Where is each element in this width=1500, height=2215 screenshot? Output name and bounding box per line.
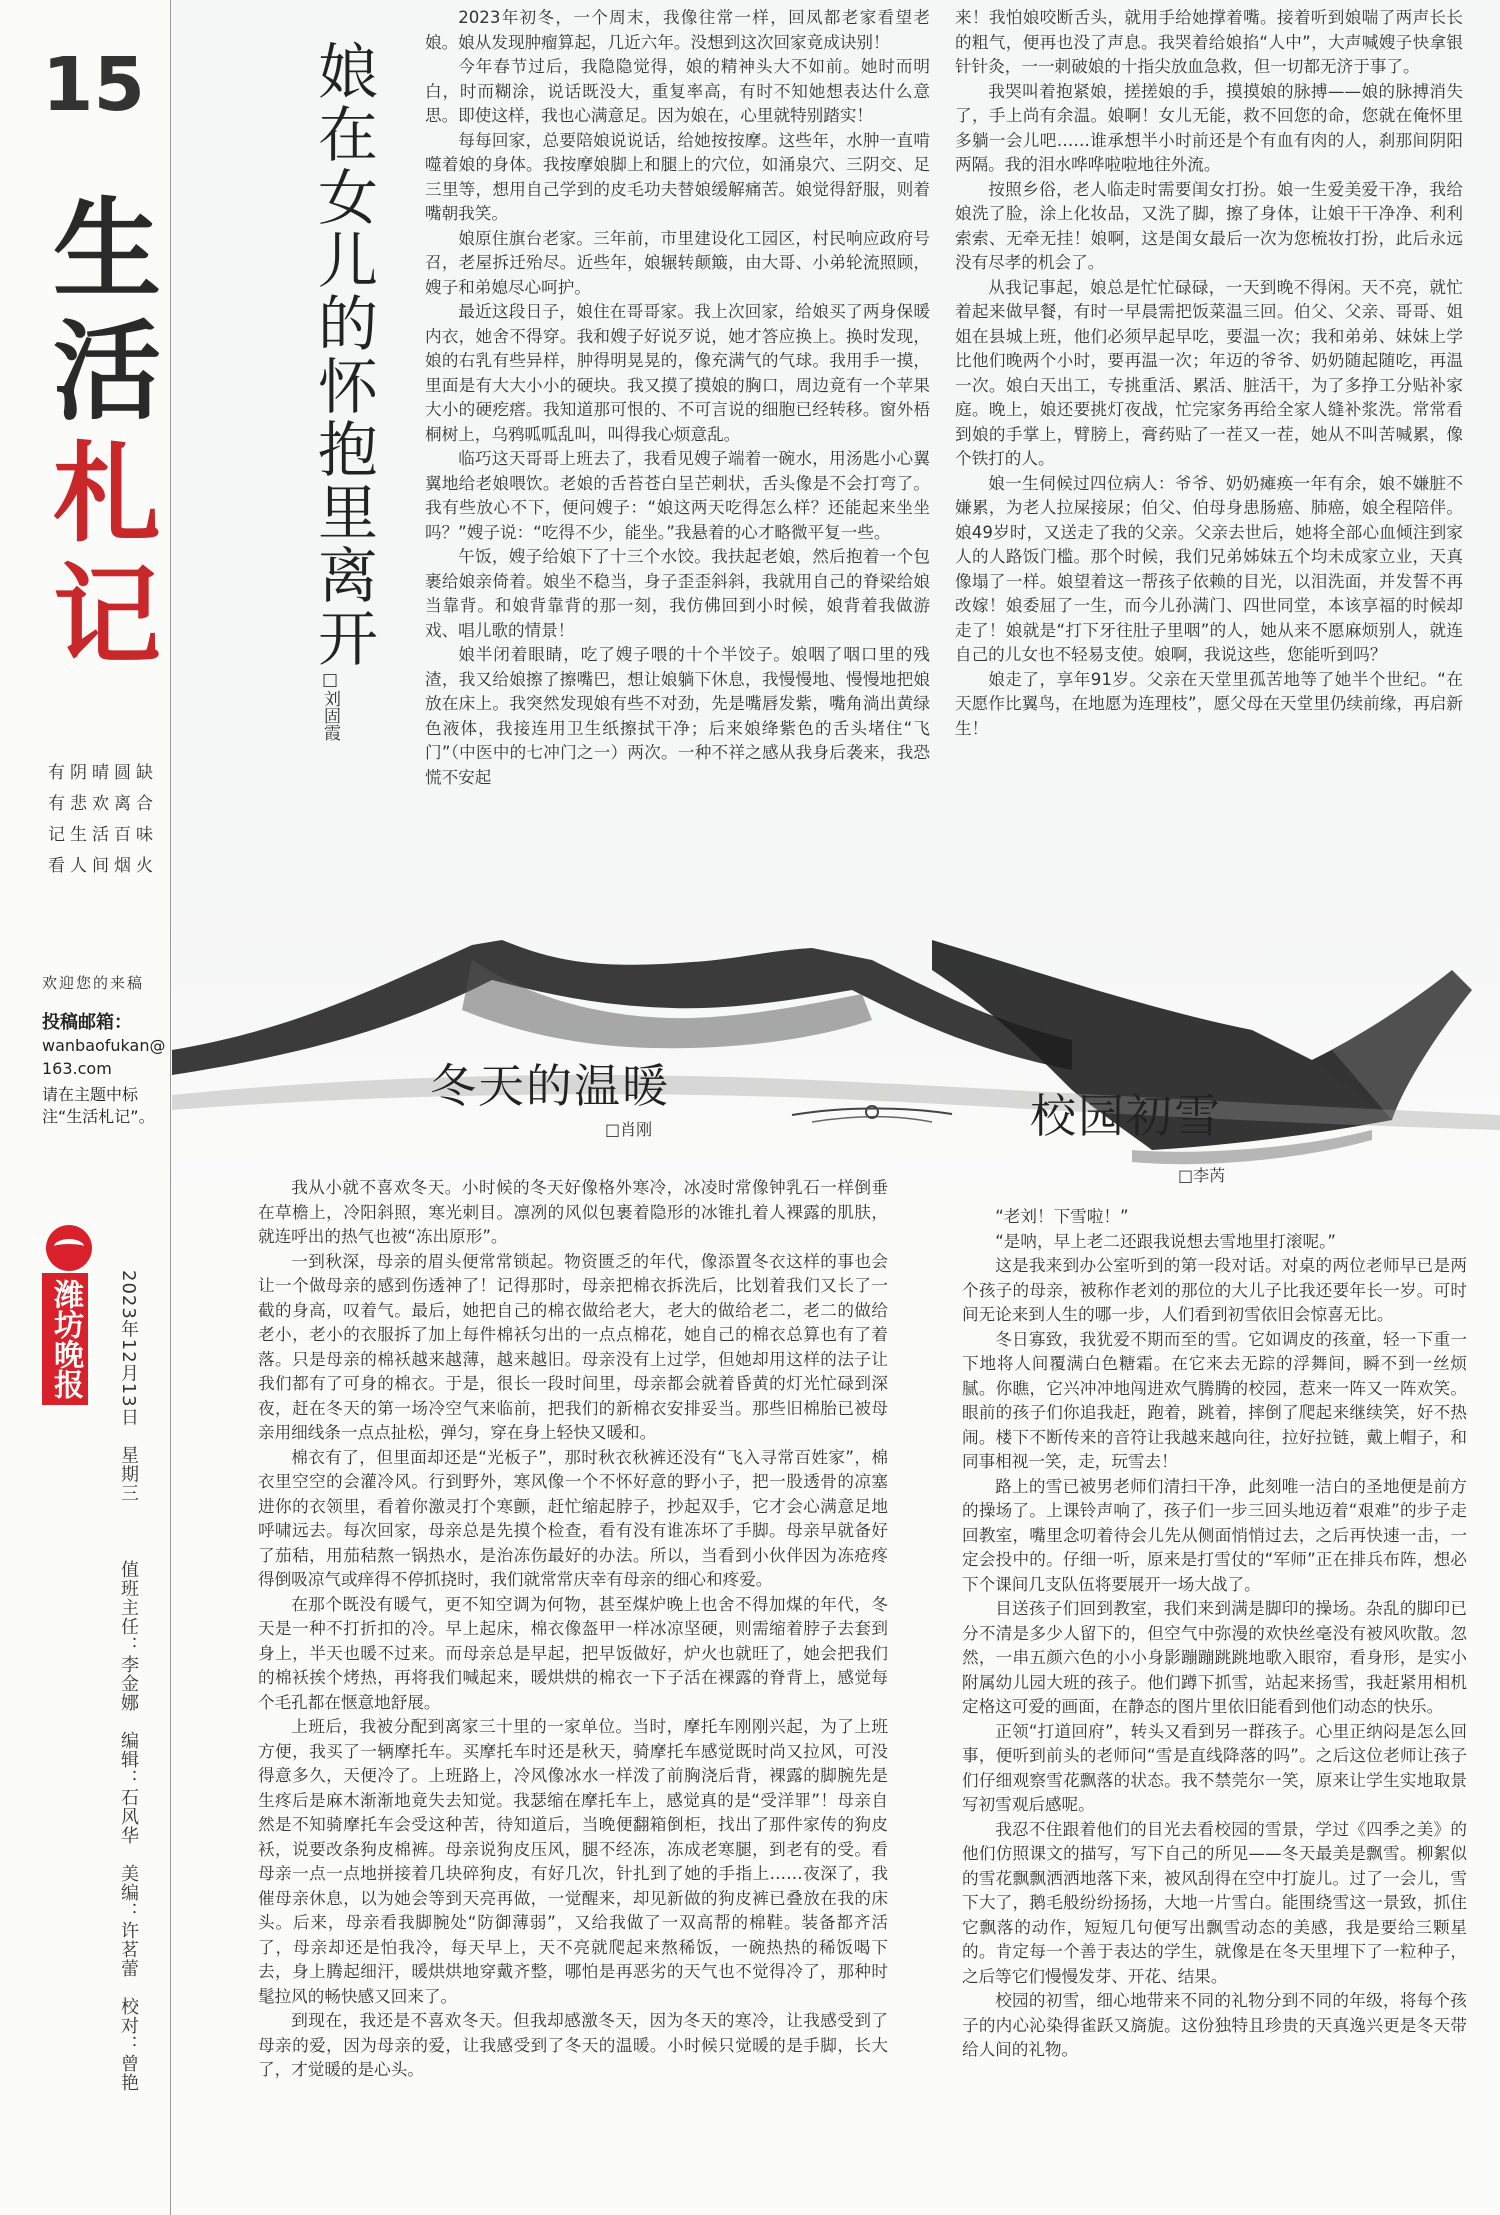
paragraph: 路上的雪已被男老师们清扫干净，此刻唯一洁白的圣地便是前方的操场了。上课铃声响了，孩子们一步三回头地迈着“艰难”的步子走回教室，嘴里念叨着待会儿先从侧面悄悄过去，之后再快速一击，一定会投中的。仔细一听，原来是打雪仗的“军师”正在排兵布阵，想必下个课间几支队伍将要展开一场大战了。 (962, 1476, 1467, 1594)
paragraph: 冬日寡致，我犹爱不期而至的雪。它如调皮的孩童，轻一下重一下地将人间覆满白色糖霜。在它来去无踪的浮舞间，瞬不到一丝烦腻。你瞧，它兴冲冲地闯进欢气腾腾的校园，惹来一阵又一阵欢笑。眼前的孩子们你追我赶，跑着，跳着，摔倒了爬起来继续笑，好不热闹。楼下不断传来的音符让我越来越向往，拉好拉链，戴上帽子，和同事相视一笑，走，玩雪去！ (962, 1329, 1467, 1471)
article-title: 娘在女儿的怀抱里离开 (308, 40, 378, 670)
blurb-line: 看人间烟火 (48, 856, 158, 876)
page-number: 15 (42, 42, 145, 128)
paragraph: 我哭叫着抱紧娘，搓搓娘的手，摸摸娘的脉搏——娘的脉搏消失了，手上尚有余温。娘啊！女儿无能，救不回您的命，您就在俺怀里多躺一会儿吧……谁承想半小时前还是个有血有肉的人，刹那间阴阳两隔。我的泪水哗哗啦啦地往外流。 (955, 81, 1463, 174)
paragraph: 上班后，我被分配到离家三十里的一家单位。当时，摩托车刚刚兴起，为了上班方便，我买了一辆摩托车。买摩托车时还是秋天，骑摩托车感觉既时尚又拉风，可没得意多久，天便冷了。上班路上，冷风像冰水一样泼了前胸浇后背，裸露的脚腕先是生疼后是麻木渐渐地竟失去知觉。我瑟缩在摩托车上，感觉真的是“受洋罪”！母亲自然是不知骑摩托车会受这种苦，待知道后，当晚便翻箱倒柜，找出了那件家传的狗皮袄，说要改条狗皮棉裤。母亲说狗皮压风，腿不经冻，冻成老寒腿，到老有的受。看母亲一点一点地拼接着几块碎狗皮，有好几次，针扎到了她的手指上……夜深了，我催母亲休息，以为她会等到天亮再做，一觉醒来，却见新做的狗皮裤已叠放在我的床头。后来，母亲看我脚腕处“防御薄弱”，又给我做了一双高帮的棉鞋。装备都齐活了，母亲却还是怕我冷，每天早上，天不亮就爬起来熬稀饭，一碗热热的稀饭喝下去，身上腾起细汗，暖烘烘地穿戴齐整，哪怕是再恶劣的天气也不觉得冷了，那种时髦拉风的畅快感又回来了。 (258, 1717, 888, 2006)
article-column (258, 1176, 888, 2083)
paragraph: 从我记事起，娘总是忙忙碌碌，一天到晚不得闲。天不亮，就忙着起来做早餐，有时一早晨需把饭菜温三回。伯父、父亲、哥哥、姐姐在县城上班，他们必须早起早吃，要温一次；我和弟弟、妹妹上学比他们晚两个小时，要再温一次；年迈的爷爷、奶奶随起随吃，再温一次。娘白天出工，专挑重活、累活、脏活干，为了多挣工分贴补家庭。晚上，娘还要挑灯夜战，忙完家务再给全家人缝补浆洗。常常看到娘的手掌上，臂膀上，膏药贴了一茬又一茬，她从不叫苦喊累，像个铁打的人。 (955, 277, 1463, 468)
paragraph: 我忍不住跟着他们的目光去看校园的雪景，学过《四季之美》的他们仿照课文的描写，写下自己的所见——冬天最美是飘雪。柳絮似的雪花飘飘洒洒地落下来，被风刮得在空中打旋儿。过了一会儿，雪下大了，鹅毛般纷纷扬扬，大地一片雪白。能围绕雪这一景致，抓住它飘落的动作，短短几句便写出飘雪动态的美感，我是要给三颗星的。肯定每一个善于表达的学生，就像是在冬天里埋下了一粒种子，之后等它们慢慢发芽、开花、结果。 (962, 1819, 1467, 1986)
submit-note: 请在主题中标注“生活札记”。 (42, 1085, 155, 1126)
paragraph: 在那个既没有暖气，更不知空调为何物，甚至煤炉晚上也舍不得加煤的年代，冬天是一种不打折扣的冷。早上起床，棉衣像盔甲一样冰凉坚硬，则需缩着脖子去套到身上，半天也暖不过来。而母亲总是早起，把早饭做好，炉火也就旺了，她会把我们的棉袄挨个烤热，再将我们喊起来，暖烘烘的棉衣一下子活在裸露的脊背上，感觉每个毛孔都在惬意地舒展。 (258, 1594, 888, 1712)
paragraph: 最近这段日子，娘住在哥哥家。我上次回家，给娘买了两身保暖内衣，她舍不得穿。我和嫂子好说歹说，她才答应换上。换时发现，娘的右乳有些异样，肿得明晃晃的，像充满气的气球。我用手一摸，里面是有大大小小的硬块。我又摸了摸娘的胸口，周边竟有一个苹果大小的硬疙瘩。我知道那可恨的、不可言说的细胞已经转移。窗外梧桐树上，乌鸦呱呱乱叫，叫得我心烦意乱。 (425, 302, 930, 444)
staff-credits: 值班主任：李金娜 编辑：石风华 美编：许茗蕾 校对：曾艳 (118, 1560, 139, 2092)
section-title-main: 生活 (52, 188, 161, 436)
paragraph: 棉衣有了，但里面却还是“光板子”，那时秋衣秋裤还没有“飞入寻常百姓家”，棉衣里空空的会灌冷风。行到野外，寒风像一个不怀好意的野小子，把一股透骨的凉塞进你的衣领里，看着你激灵打个寒颤，赶忙缩起脖子，抄起双手，它才会心满意足地呼啸远去。每次回家，母亲总是先摸个检查，看有没有谁冻坏了手脚。母亲早就备好了茄秸，用茄秸熬一锅热水，是治冻伤最好的办法。所以，当看到小伙伴因为冻疮疼得倒吸凉气或痒得不停抓挠时，我们就常常庆幸有母亲的细心和疼爱。 (258, 1447, 888, 1589)
logo-text: 潍坊晚报 (42, 1273, 88, 1405)
paragraph: 每每回家，总要陪娘说说话，给她按按摩。这些年，水肿一直啃噬着娘的身体。我按摩娘脚上和腿上的穴位，如涌泉穴、三阴交、足三里等，想用自己学到的皮毛功夫替娘缓解痛苦。娘觉得舒服，则着嘴朝我笑。 (425, 130, 930, 223)
article-byline: □刘固霞 (320, 670, 340, 741)
submit-email-label: 投稿邮箱： (42, 1012, 132, 1033)
logo-icon (46, 1225, 92, 1271)
paragraph: 来！我怕娘咬断舌头，就用手给她撑着嘴。接着听到娘喘了两声长长的粗气，便再也没了声息。我哭着给娘掐“人中”，大声喊嫂子快拿银针针灸，一一刺破娘的十指尖放血急救，但一切都无济于事了。 (955, 8, 1463, 76)
article-column (425, 6, 930, 790)
newspaper-logo (42, 1225, 98, 1405)
paragraph: 我从小就不喜欢冬天。小时候的冬天好像格外寒冷，冰凌时常像钟乳石一样倒垂在草檐上，冷阳斜照，寒光刺目。凛冽的风似包裹着隐形的冰锥扎着人裸露的肌肤，就连呼出的热气也被“冻出原形”。 (258, 1178, 888, 1246)
paragraph: 午饭，嫂子给娘下了十三个水饺。我扶起老娘，然后抱着一个包裹给娘亲倚着。娘坐不稳当，身子歪歪斜斜，我就用自己的脊梁给娘当靠背。和娘背靠背的那一刻，我仿佛回到小时候，娘背着我做游戏、唱儿歌的情景！ (425, 547, 930, 640)
blurb-line: 有阴晴圆缺 (48, 763, 158, 783)
paragraph: 娘一生伺候过四位病人：爷爷、奶奶瘫痪一年有余，娘不嫌脏不嫌累，为老人拉屎接尿；伯父、伯母身患肠癌、肺癌，娘全程陪伴。娘49岁时，又送走了我的父亲。父亲去世后，她将全部心血倾注到家人的人路饭门槛。那个时候，我们兄弟姊妹五个均未成家立业，天真像塌了一样。娘望着这一帮孩子依赖的目光，以泪洗面，并发誓不再改嫁！娘委屈了一生，而今儿孙满门、四世同堂，本该享福的时候却走了！娘就是“打下牙往肚子里咽”的人，她从来不愿麻烦别人，就连自己的儿女也不轻易支使。娘啊，我说这些，您能听到吗？ (955, 473, 1463, 664)
paragraph: 目送孩子们回到教室，我们来到满是脚印的操场。杂乱的脚印已分不清是多少人留下的，但空气中弥漫的欢快丝毫没有被风吹散。忽然，一串五颜六色的小小身影蹦蹦跳跳地歌入眼帘，看身形，是实小附属幼儿园大班的孩子。他们蹲下抓雪，站起来扬雪，我赶紧用相机定格这可爱的画面，在静态的图片里依旧能看到他们动态的快乐。 (962, 1599, 1467, 1716)
paragraph: 按照乡俗，老人临走时需要闺女打扮。娘一生爱美爱干净，我给娘洗了脸，涂上化妆品，又洗了脚，擦了身体，让娘干干净净、利利索索、无牵无挂！娘啊，这是闺女最后一次为您梳妆打扮，此后永远没有尽孝的机会了。 (955, 179, 1463, 272)
submit-email[interactable]: wanbaofukan@163.com (42, 1036, 166, 1078)
paragraph: 娘走了，享年91岁。父亲在天堂里孤苦地等了她半个世纪。“在天愿作比翼鸟，在地愿为连理枝”，愿父母在天堂里仍续前缘，再启新生！ (955, 669, 1463, 738)
section-title (52, 190, 162, 678)
paragraph: 今年春节过后，我隐隐觉得，娘的精神头大不如前。她时而明白，时而糊涂，说话既没大，重复率高，有时不知她想表达什么意思。即使这样，我也心满意足。因为娘在，心里就特别踏实！ (425, 57, 930, 125)
paragraph: 校园的初雪，细心地带来不同的礼物分到不同的年级，将每个孩子的内心沁染得雀跃又旖旎。这份独特且珍贵的天真逸兴更是冬天带给人间的礼物。 (962, 1991, 1467, 2059)
section-title-last: 记 (52, 554, 161, 680)
paragraph: “是呐，早上老二还跟我说想去雪地里打滚呢。” (995, 1231, 1336, 1251)
article-title: 校园初雪 (1030, 1089, 1222, 1143)
article-column (962, 1205, 1467, 2063)
welcome-text: 欢迎您的来稿 (42, 974, 145, 992)
article-title: 冬天的温暖 (430, 1059, 670, 1113)
ink-roof-illustration (172, 900, 1500, 1200)
paragraph: “老刘！下雪啦！” (995, 1207, 1129, 1226)
paragraph: 这是我来到办公室听到的第一段对话。对桌的两位老师早已是两个孩子的母亲，被称作老刘的那位的大儿子比我还要年长一岁。可时间无论来到人生的哪一步，人们看到初雪依旧会惊喜无比。 (962, 1256, 1467, 1324)
section-title-red: 札 (52, 432, 161, 558)
article-byline: □肖刚 (605, 1120, 653, 1139)
paragraph: 娘半闭着眼睛，吃了嫂子喂的十个半饺子。娘咽了咽口里的残渣，我又给娘擦了擦嘴巴，想让娘躺下休息，我慢慢地、慢慢地把娘放在床上。我突然发现娘有些不对劲，先是嘴唇发紫，嘴角淌出黄绿色液体，我接连用卫生纸擦拭干净；后来娘绛紫色的舌头堵住“飞门”（中医中的七冲门之一）两次。一种不祥之感从我身后袭来，我恐慌不安起 (425, 645, 930, 787)
dateline: 2023年12月13日 星期三 (118, 1270, 139, 1503)
article-byline: □李芮 (1178, 1166, 1226, 1185)
blurb-line: 有悲欢离合 (48, 794, 158, 814)
paragraph: 2023年初冬，一个周末，我像往常一样，回凤都老家看望老娘。娘从发现肿瘤算起，几近六年。没想到这次回家竟成诀别！ (425, 8, 930, 52)
blurb-line: 记生活百味 (48, 825, 158, 845)
paragraph: 娘原住旗台老家。三年前，市里建设化工园区，村民响应政府号召，老屋拆迁殆尽。近些年，娘辗转颠簸，由大哥、小弟轮流照顾，嫂子和弟媳尽心呵护。 (425, 228, 930, 297)
paragraph: 一到秋深，母亲的眉头便常常锁起。物资匮乏的年代，像添置冬衣这样的事也会让一个做母亲的感到伤透神了！记得那时，母亲把棉衣拆洗后，比划着我们又长了一截的身高，叹着气。最后，她把自己的棉衣做给老大，老大的做给老二，老二的做给老小，老小的衣服拆了加上每件棉袄匀出的一点点棉花，她自己的棉衣总算也有了着落。只是母亲的棉袄越来越薄，越来越旧。母亲没有上过学，但她却用这样的法子让我们都有了可身的棉衣。于是，很长一段时间里，母亲都会就着昏黄的灯光忙碌到深夜，赶在冬天的第一场冷空气来临前，把我们的新棉衣安排妥当。那些旧棉胎已被母亲用细线条一点点扯松，弹匀，穿在身上轻快又暖和。 (258, 1251, 888, 1442)
paragraph: 正领“打道回府”，转头又看到另一群孩子。心里正纳闷是怎么回事，便听到前头的老师问“雪是直线降落的吗”。之后这位老师让孩子们仔细观察雪花飘落的状态。我不禁莞尔一笑，原来让学生实地取景写初雪观后感呢。 (962, 1721, 1467, 1814)
paragraph: 临巧这天哥哥上班去了，我看见嫂子端着一碗水，用汤匙小心翼翼地给老娘喂饮。老娘的舌苔苍白呈芒刺状，舌头像是不会打弯了。我有些放心不下，便问嫂子：“娘这两天吃得怎么样？还能起来坐坐吗？”嫂子说：“吃得不少，能坐。”我悬着的心才略微平复一些。 (425, 449, 930, 542)
article-column (955, 6, 1463, 741)
section-blurb (48, 758, 168, 882)
paragraph: 到现在，我还是不喜欢冬天。但我却感激冬天，因为冬天的寒冷，让我感受到了母亲的爱，因为母亲的爱，让我感受到了冬天的温暖。小时候只觉暖的是手脚，长大了，才觉暖的是心头。 (258, 2011, 888, 2079)
